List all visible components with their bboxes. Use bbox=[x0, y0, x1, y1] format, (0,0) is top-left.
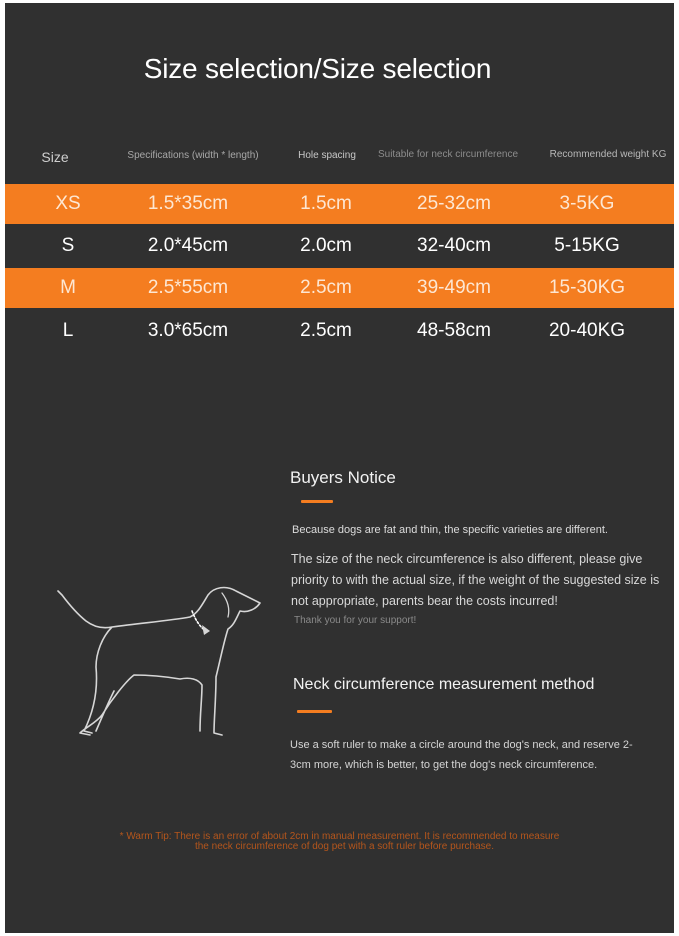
cell-hole-spacing: 2.5cm bbox=[300, 320, 352, 341]
header-neck-circumference: Suitable for neck circumference bbox=[377, 149, 519, 160]
cell-neck-circumference: 32-40cm bbox=[417, 235, 491, 256]
cell-hole-spacing: 2.5cm bbox=[300, 277, 352, 298]
measurement-title: Neck circumference measurement method bbox=[293, 676, 595, 693]
page-title: Size selection/Size selection bbox=[143, 53, 492, 84]
table-row bbox=[5, 311, 674, 351]
cell-weight: 15-30KG bbox=[548, 277, 626, 298]
cell-size: L bbox=[62, 320, 74, 341]
notice-accent-line bbox=[301, 500, 333, 503]
warm-tip-line-1: * Warm Tip: There is an error of about 2cm in manual measurement. It is recommended to measure bbox=[119, 831, 560, 842]
cell-size: S bbox=[61, 235, 75, 256]
notice-line-1: Because dogs are fat and thin, the specific varieties are different. bbox=[292, 524, 608, 536]
cell-weight: 5-15KG bbox=[554, 235, 620, 256]
warm-tip bbox=[5, 832, 674, 852]
cell-size: XS bbox=[55, 193, 81, 214]
measurement-accent-line bbox=[297, 710, 332, 713]
size-chart-panel bbox=[5, 3, 674, 933]
measurement-text: Use a soft ruler to make a circle around the dog's neck, and reserve 2-3cm more, which is better, to get the dog's neck circumference. bbox=[290, 739, 633, 771]
table-row bbox=[5, 226, 674, 266]
cell-specifications: 2.0*45cm bbox=[147, 235, 229, 256]
table-row bbox=[5, 268, 674, 308]
cell-specifications: 3.0*65cm bbox=[147, 320, 229, 341]
cell-neck-circumference: 39-49cm bbox=[417, 277, 491, 298]
cell-neck-circumference: 48-58cm bbox=[417, 320, 491, 341]
cell-weight: 20-40KG bbox=[548, 320, 626, 341]
cell-neck-circumference: 25-32cm bbox=[417, 193, 491, 214]
cell-specifications: 1.5*35cm bbox=[147, 193, 229, 214]
cell-size: M bbox=[60, 277, 76, 298]
table-header bbox=[5, 146, 674, 166]
cell-hole-spacing: 1.5cm bbox=[300, 193, 352, 214]
buyers-notice-title: Buyers Notice bbox=[290, 468, 396, 487]
header-size: Size bbox=[41, 149, 69, 165]
notice-thanks: Thank you for your support! bbox=[294, 615, 417, 626]
header-specifications: Specifications (width * length) bbox=[127, 150, 259, 161]
table-row bbox=[5, 184, 674, 224]
header-hole-spacing: Hole spacing bbox=[298, 150, 356, 161]
cell-weight: 3-5KG bbox=[559, 193, 615, 214]
notice-line-2: The size of the neck circumference is also different, please give priority to with the actual size, if the weight of the suggested size is not appropriate, parents bear the costs incurred! bbox=[291, 552, 660, 608]
warm-tip-line-2: the neck circumference of dog pet with a soft ruler before purchase. bbox=[194, 841, 495, 852]
cell-specifications: 2.5*55cm bbox=[147, 277, 229, 298]
cell-hole-spacing: 2.0cm bbox=[300, 235, 352, 256]
header-recommended-weight: Recommended weight KG bbox=[549, 149, 667, 160]
dog-outline-icon bbox=[50, 581, 272, 741]
